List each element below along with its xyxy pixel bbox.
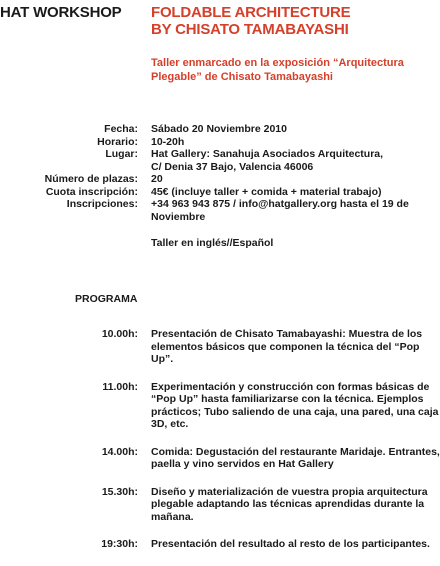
detail-value: 20 bbox=[151, 173, 163, 185]
schedule-description: Diseño y materialización de vuestra propia arquitectura plegable adaptando las técnicas aprendidas durante la mañana. bbox=[151, 485, 428, 523]
page-title-line-2: BY CHISATO TAMABAYASHI bbox=[151, 21, 349, 38]
workshop-language: Taller en inglés//Español bbox=[151, 237, 274, 249]
detail-label: Horario: bbox=[97, 135, 138, 148]
page-subtitle: Taller enmarcado en la exposición “Arquitectura Plegable” de Chisato Tamabayashi bbox=[151, 57, 404, 83]
detail-row-address bbox=[0, 161, 440, 174]
detail-row-date bbox=[0, 123, 440, 136]
detail-value: 10-20h bbox=[151, 135, 185, 148]
schedule-time: 11.00h: bbox=[102, 380, 138, 393]
program-heading: PROGRAMA bbox=[75, 293, 138, 305]
program-schedule bbox=[0, 328, 440, 566]
schedule-item bbox=[0, 486, 440, 524]
schedule-time: 14.00h: bbox=[101, 445, 138, 458]
schedule-description: Presentación de Chisato Tamabayashi: Muestra de los elementos básicos que componen la técnica del “Pop Up”. bbox=[151, 328, 423, 365]
detail-value: C/ Denia 37 Bajo, Valencia 46006 bbox=[151, 160, 314, 173]
schedule-time: 19:30h: bbox=[101, 538, 138, 550]
schedule-description: Presentación del resultado al resto de los participantes. bbox=[151, 538, 430, 550]
detail-value: +34 963 943 875 / info@hatgallery.org hasta el 19 de Noviembre bbox=[151, 198, 409, 223]
detail-value: Sábado 20 Noviembre 2010 bbox=[151, 123, 287, 135]
detail-row-registration bbox=[0, 198, 440, 223]
schedule-description: Experimentación y construcción con formas básicas de “Pop Up” hasta familiarizarse con la técnica. Ejemplos prácticos; Tubo saliendo de una caja, una pared, una caja 3D, etc. bbox=[151, 380, 439, 430]
detail-label: Número de plazas: bbox=[44, 173, 138, 185]
detail-label: Lugar: bbox=[105, 148, 138, 160]
detail-row-seats bbox=[0, 173, 440, 186]
schedule-item bbox=[0, 381, 440, 431]
page-title-line-1: FOLDABLE ARCHITECTURE bbox=[151, 4, 351, 21]
detail-value: Hat Gallery: Sanahuja Asociados Arquitectura, bbox=[151, 148, 384, 160]
detail-label bbox=[0, 161, 138, 174]
detail-label: Cuota inscripción: bbox=[45, 185, 138, 198]
detail-value: 45€ (incluye taller + comida + material trabajo) bbox=[151, 185, 382, 198]
brand-label: HAT WORKSHOP bbox=[0, 4, 122, 21]
page-title bbox=[151, 4, 436, 38]
detail-row-venue bbox=[0, 148, 440, 161]
detail-row-schedule bbox=[0, 136, 440, 149]
schedule-item bbox=[0, 328, 440, 366]
detail-label: Fecha: bbox=[104, 123, 138, 135]
schedule-description: Comida: Degustación del restaurante Maridaje. Entrantes, paella y vino servidos en Hat Gallery bbox=[151, 445, 440, 470]
detail-row-fee bbox=[0, 186, 440, 199]
schedule-time: 15.30h: bbox=[101, 485, 138, 498]
schedule-item bbox=[0, 538, 440, 551]
detail-label: Inscripciones: bbox=[66, 198, 138, 210]
schedule-item bbox=[0, 446, 440, 471]
event-details bbox=[0, 123, 440, 223]
schedule-time: 10.00h: bbox=[101, 328, 138, 340]
